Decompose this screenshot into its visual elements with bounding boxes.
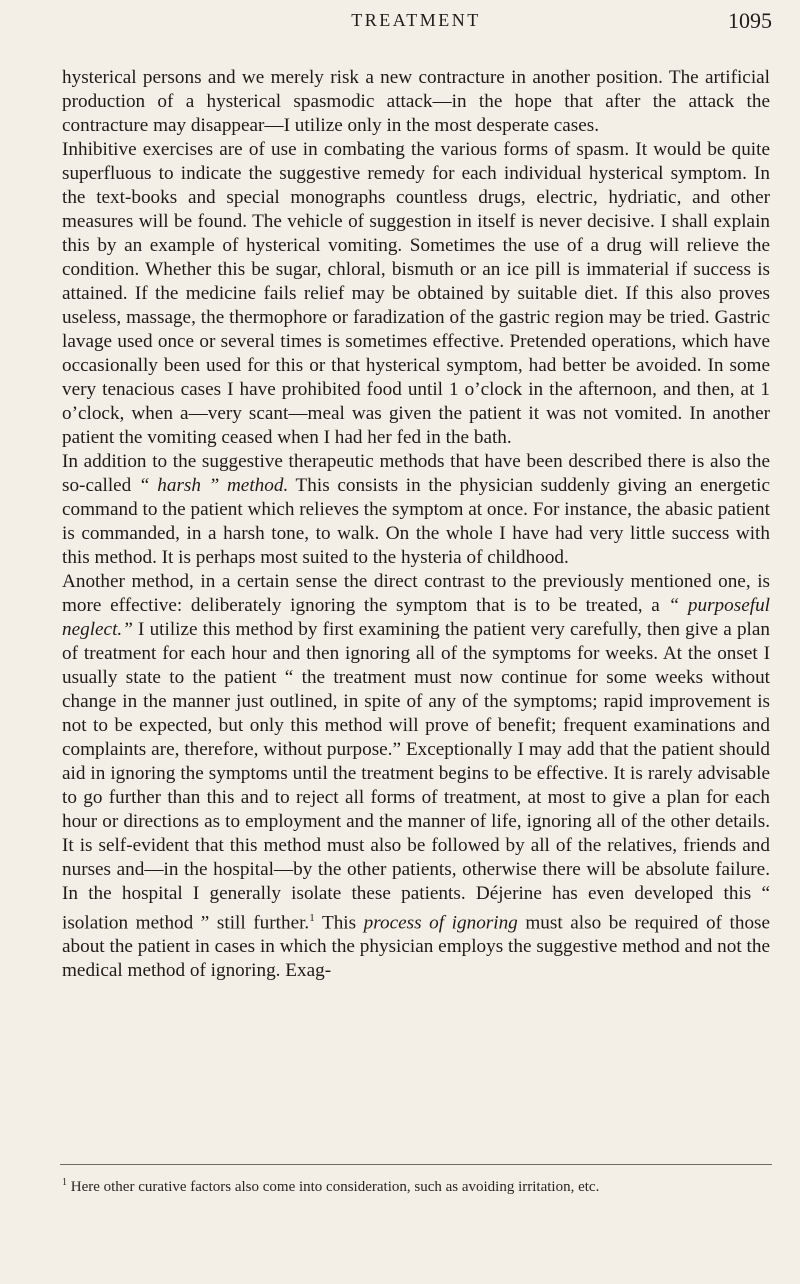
footnote <box>62 1172 770 1198</box>
footnote-divider <box>60 1164 772 1165</box>
paragraph-4-body: I utilize this method by first examining the patient very carefully, then give a plan of treatment for each hour and then ignoring all of the symptoms for weeks. At the onset I usually state to the patient “ the treatment must now continue for some weeks without change in the manner just outlined, in spite of any of the symptoms; rapid improvement is not to be expected, but only this method will prove of benefit; frequent examinations and complaints are, therefore, without purpose.” Exceptionally I may add that the patient should aid in ignoring the symptoms until the treatment begins to be effective. It is rarely advisable to go further than this and to reject all forms of treatment, at most to give a plan for each hour or directions as to employment and the manner of life, ignoring all of the other details. It is self-evident that this method must also be followed by all of the relatives, friends and nurses and—in the hospital—by the other patients, otherwise there will be absolute failure. In the hospital I generally isolate these patients. Déjerine has even developed this “ isolation method ” still further. <box>62 619 770 934</box>
paragraph-4-end: must also be required of those about the patient in cases in which the physician employs the suggestive method and not the medical method of ignoring. Exag- <box>62 912 771 982</box>
footnote-text: Here other curative factors also come into consideration, such as avoiding irritation, etc. <box>67 1179 600 1195</box>
page-number: 1095 <box>728 8 772 33</box>
running-title: TREATMENT <box>351 10 481 30</box>
paragraph-1: hysterical persons and we merely risk a new contracture in another position. The artificial production of a hysterical spasmodic attack—in the hope that after the attack the contracture may disappear—I utilize only in the most desperate cases. <box>62 67 770 136</box>
footnote-marker: 1 <box>62 1177 67 1188</box>
paragraph-4-lead: Another method, in a certain sense the direct contrast to the previously mentioned one, is more effective: deliberately ignoring the symptom that is to be treated, a <box>62 571 770 616</box>
paragraph-2: Inhibitive exercises are of use in combating the various forms of spasm. It would be quite superfluous to indicate the suggestive remedy for each individual hysterical symptom. In the text-books and special monographs countless drugs, electric, hydriatic, and other measures will be found. The vehicle of suggestion in itself is never decisive. I shall explain this by an example of hysterical vomiting. Sometimes the use of a drug will relieve the condition. Whether this be sugar, chloral, bismuth or an ice pill is immaterial if success is attained. If the medicine fails relief may be obtained by suitable diet. If this also proves useless, massage, the thermophore or faradization of the gastric region may be tried. Gastric lavage used once or several times is sometimes effective. Pretended operations, which have occasionally been used for this or that hysterical symptom, had better be avoided. In some very tenacious cases I have prohibited food until 1 o’clock in the afternoon, and then, at 1 o’clock, when a—very scant—meal was given the patient it was not vomited. In another patient the vomiting ceased when I had her fed in the bath. <box>62 139 770 448</box>
paragraph-4 <box>62 570 770 983</box>
running-head <box>60 10 772 50</box>
body-text <box>62 66 770 983</box>
harsh-method-term: “ harsh ” method. <box>138 475 289 496</box>
footnote-reference: 1 <box>309 912 315 924</box>
paragraph-3-lead: In addition to the suggestive therapeutic methods that have been described there is also the so-called <box>62 451 770 496</box>
purposeful-neglect-term: “ purposeful neglect.” <box>62 595 770 640</box>
paragraph-3 <box>62 450 770 570</box>
paragraph-4-mid: This <box>314 912 364 934</box>
paragraph-3-rest: This consists in the physician suddenly giving an energetic command to the patient which relieves the symptom at once. For instance, the abasic patient is commanded, in a harsh tone, to walk. On the whole I have had very little success with this method. It is perhaps most suited to the hysteria of childhood. <box>62 475 770 568</box>
process-of-ignoring-term: process of ignoring <box>363 912 518 934</box>
